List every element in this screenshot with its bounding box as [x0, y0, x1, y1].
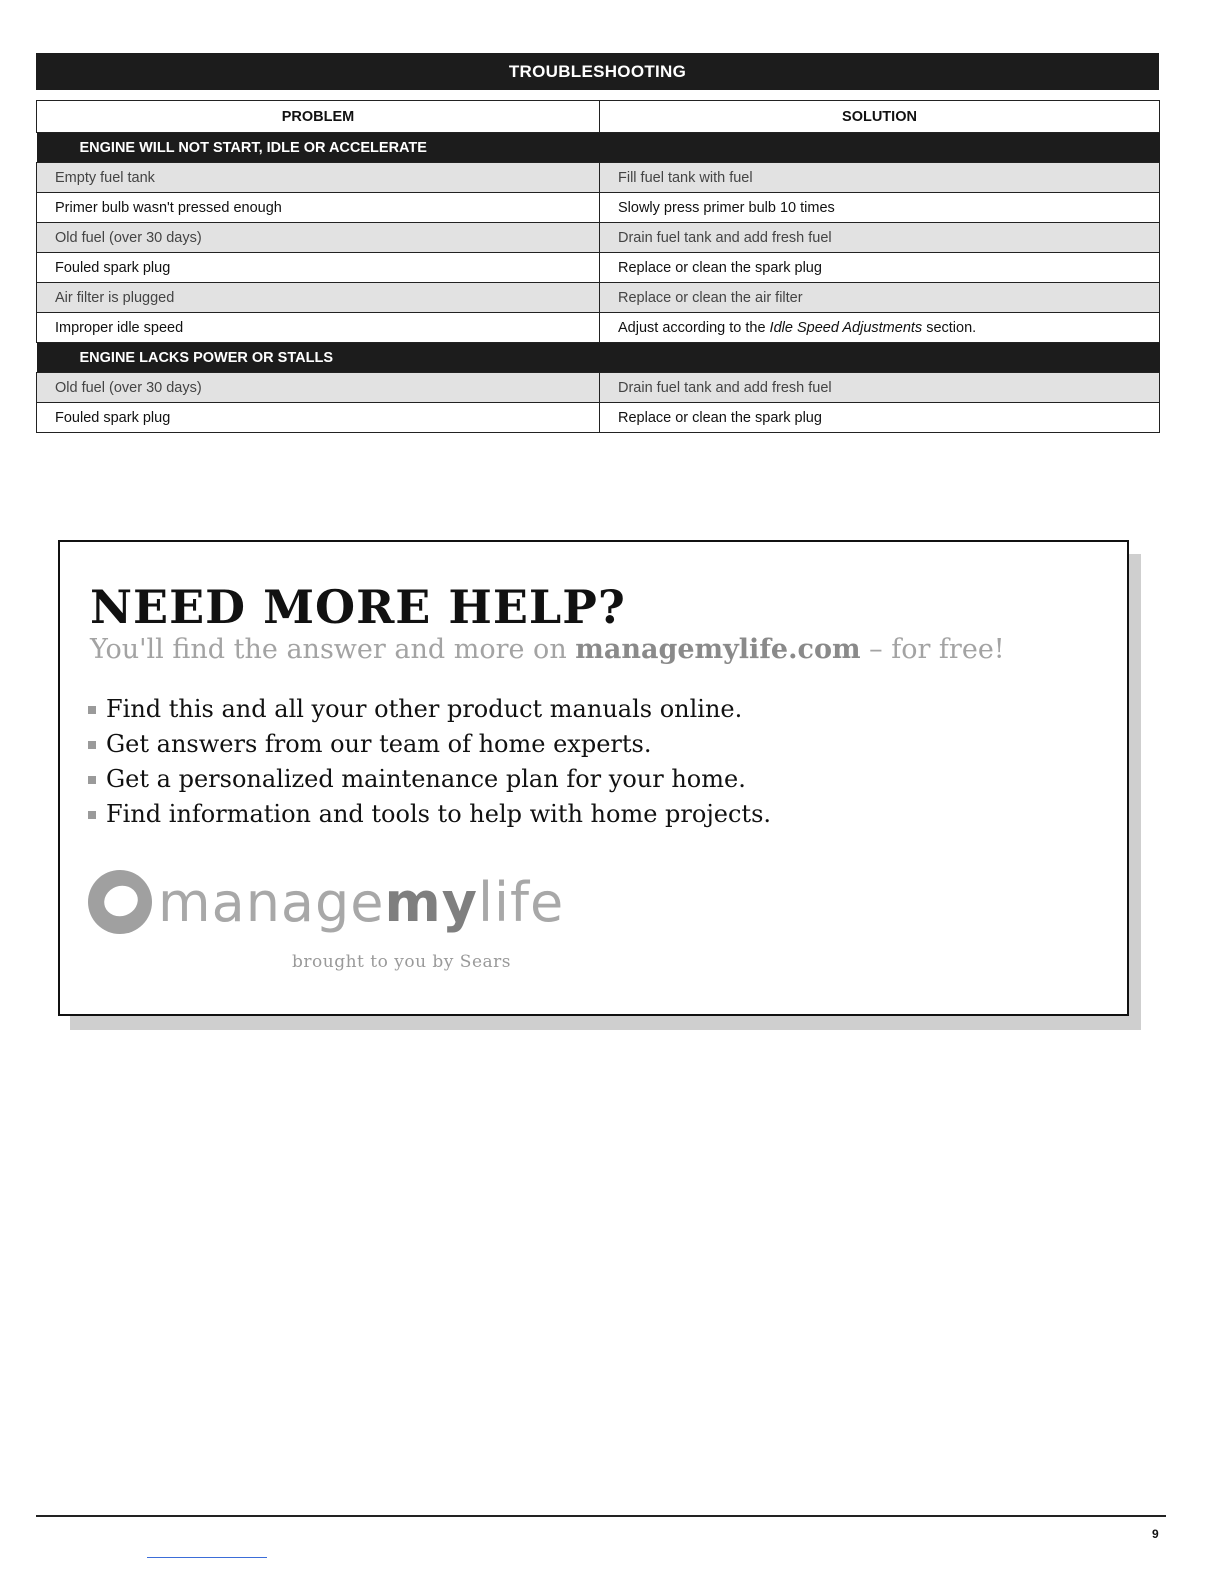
- table-row: [37, 193, 1160, 223]
- list-item: [88, 797, 771, 832]
- link-underline: [147, 1557, 267, 1558]
- problem-cell: Primer bulb wasn't pressed enough: [37, 193, 600, 223]
- solution-cell: Replace or clean the spark plug: [600, 403, 1160, 433]
- bullet-icon: [88, 706, 96, 714]
- list-item-text: Find this and all your other product manuals online.: [106, 695, 743, 723]
- subtitle-text: – for free!: [860, 634, 1005, 665]
- managemylife-logo: [88, 867, 564, 937]
- section-row-start-idle: [37, 133, 1160, 163]
- table-row: [37, 283, 1160, 313]
- list-item-text: Get a personalized maintenance plan for your home.: [106, 765, 746, 793]
- list-item-text: Find information and tools to help with home projects.: [106, 800, 772, 828]
- section-row-power-stalls: [37, 343, 1160, 373]
- list-item: [88, 692, 771, 727]
- table-header-row: [37, 101, 1160, 133]
- footer-divider: [36, 1515, 1166, 1517]
- section-title: ENGINE LACKS POWER OR STALLS: [37, 343, 600, 373]
- solution-text: Adjust according to the: [618, 319, 770, 336]
- problem-header: PROBLEM: [37, 101, 600, 133]
- logo-wordmark: [158, 871, 564, 934]
- problem-cell: Empty fuel tank: [37, 163, 600, 193]
- problem-cell: Air filter is plugged: [37, 283, 600, 313]
- table-row: [37, 403, 1160, 433]
- logo-mark-icon: [88, 870, 152, 934]
- table-row: [37, 163, 1160, 193]
- troubleshooting-banner: [36, 53, 1159, 90]
- solution-cell: [600, 313, 1160, 343]
- logo-part: manage: [158, 870, 385, 934]
- section-reference: Idle Speed Adjustments: [769, 319, 923, 336]
- table-row: [37, 313, 1160, 343]
- solution-cell: Slowly press primer bulb 10 times: [600, 193, 1160, 223]
- solution-cell: Fill fuel tank with fuel: [600, 163, 1160, 193]
- problem-cell: Improper idle speed: [37, 313, 600, 343]
- list-item-text: Get answers from our team of home experts.: [106, 730, 652, 758]
- problem-cell: Fouled spark plug: [37, 253, 600, 283]
- site-name: managemylife.com: [575, 634, 861, 665]
- help-list: [88, 692, 771, 832]
- section-blank: [600, 133, 1160, 163]
- solution-cell: Replace or clean the spark plug: [600, 253, 1160, 283]
- section-title: ENGINE WILL NOT START, IDLE OR ACCELERATE: [37, 133, 600, 163]
- bullet-icon: [88, 811, 96, 819]
- list-item: [88, 727, 771, 762]
- table-row: [37, 373, 1160, 403]
- solution-cell: Drain fuel tank and add fresh fuel: [600, 223, 1160, 253]
- table-row: [37, 223, 1160, 253]
- logo-part: life: [477, 870, 565, 934]
- bullet-icon: [88, 776, 96, 784]
- subtitle-text: You'll find the answer and more on: [90, 634, 576, 665]
- section-blank: [600, 343, 1160, 373]
- tagline: brought to you by Sears: [292, 952, 512, 972]
- solution-header: SOLUTION: [600, 101, 1160, 133]
- help-subtitle: [90, 634, 1005, 665]
- page-number: 9: [1152, 1527, 1159, 1541]
- solution-cell: Drain fuel tank and add fresh fuel: [600, 373, 1160, 403]
- table-row: [37, 253, 1160, 283]
- problem-cell: Old fuel (over 30 days): [37, 223, 600, 253]
- troubleshooting-table: [36, 100, 1160, 433]
- bullet-icon: [88, 741, 96, 749]
- solution-text: section.: [922, 319, 977, 336]
- solution-cell: Replace or clean the air filter: [600, 283, 1160, 313]
- list-item: [88, 762, 771, 797]
- troubleshooting-title: TROUBLESHOOTING: [508, 61, 687, 81]
- help-title: NEED MORE HELP?: [90, 580, 626, 634]
- need-more-help-box: [58, 540, 1129, 1016]
- problem-cell: Fouled spark plug: [37, 403, 600, 433]
- problem-cell: Old fuel (over 30 days): [37, 373, 600, 403]
- logo-part: my: [384, 870, 478, 934]
